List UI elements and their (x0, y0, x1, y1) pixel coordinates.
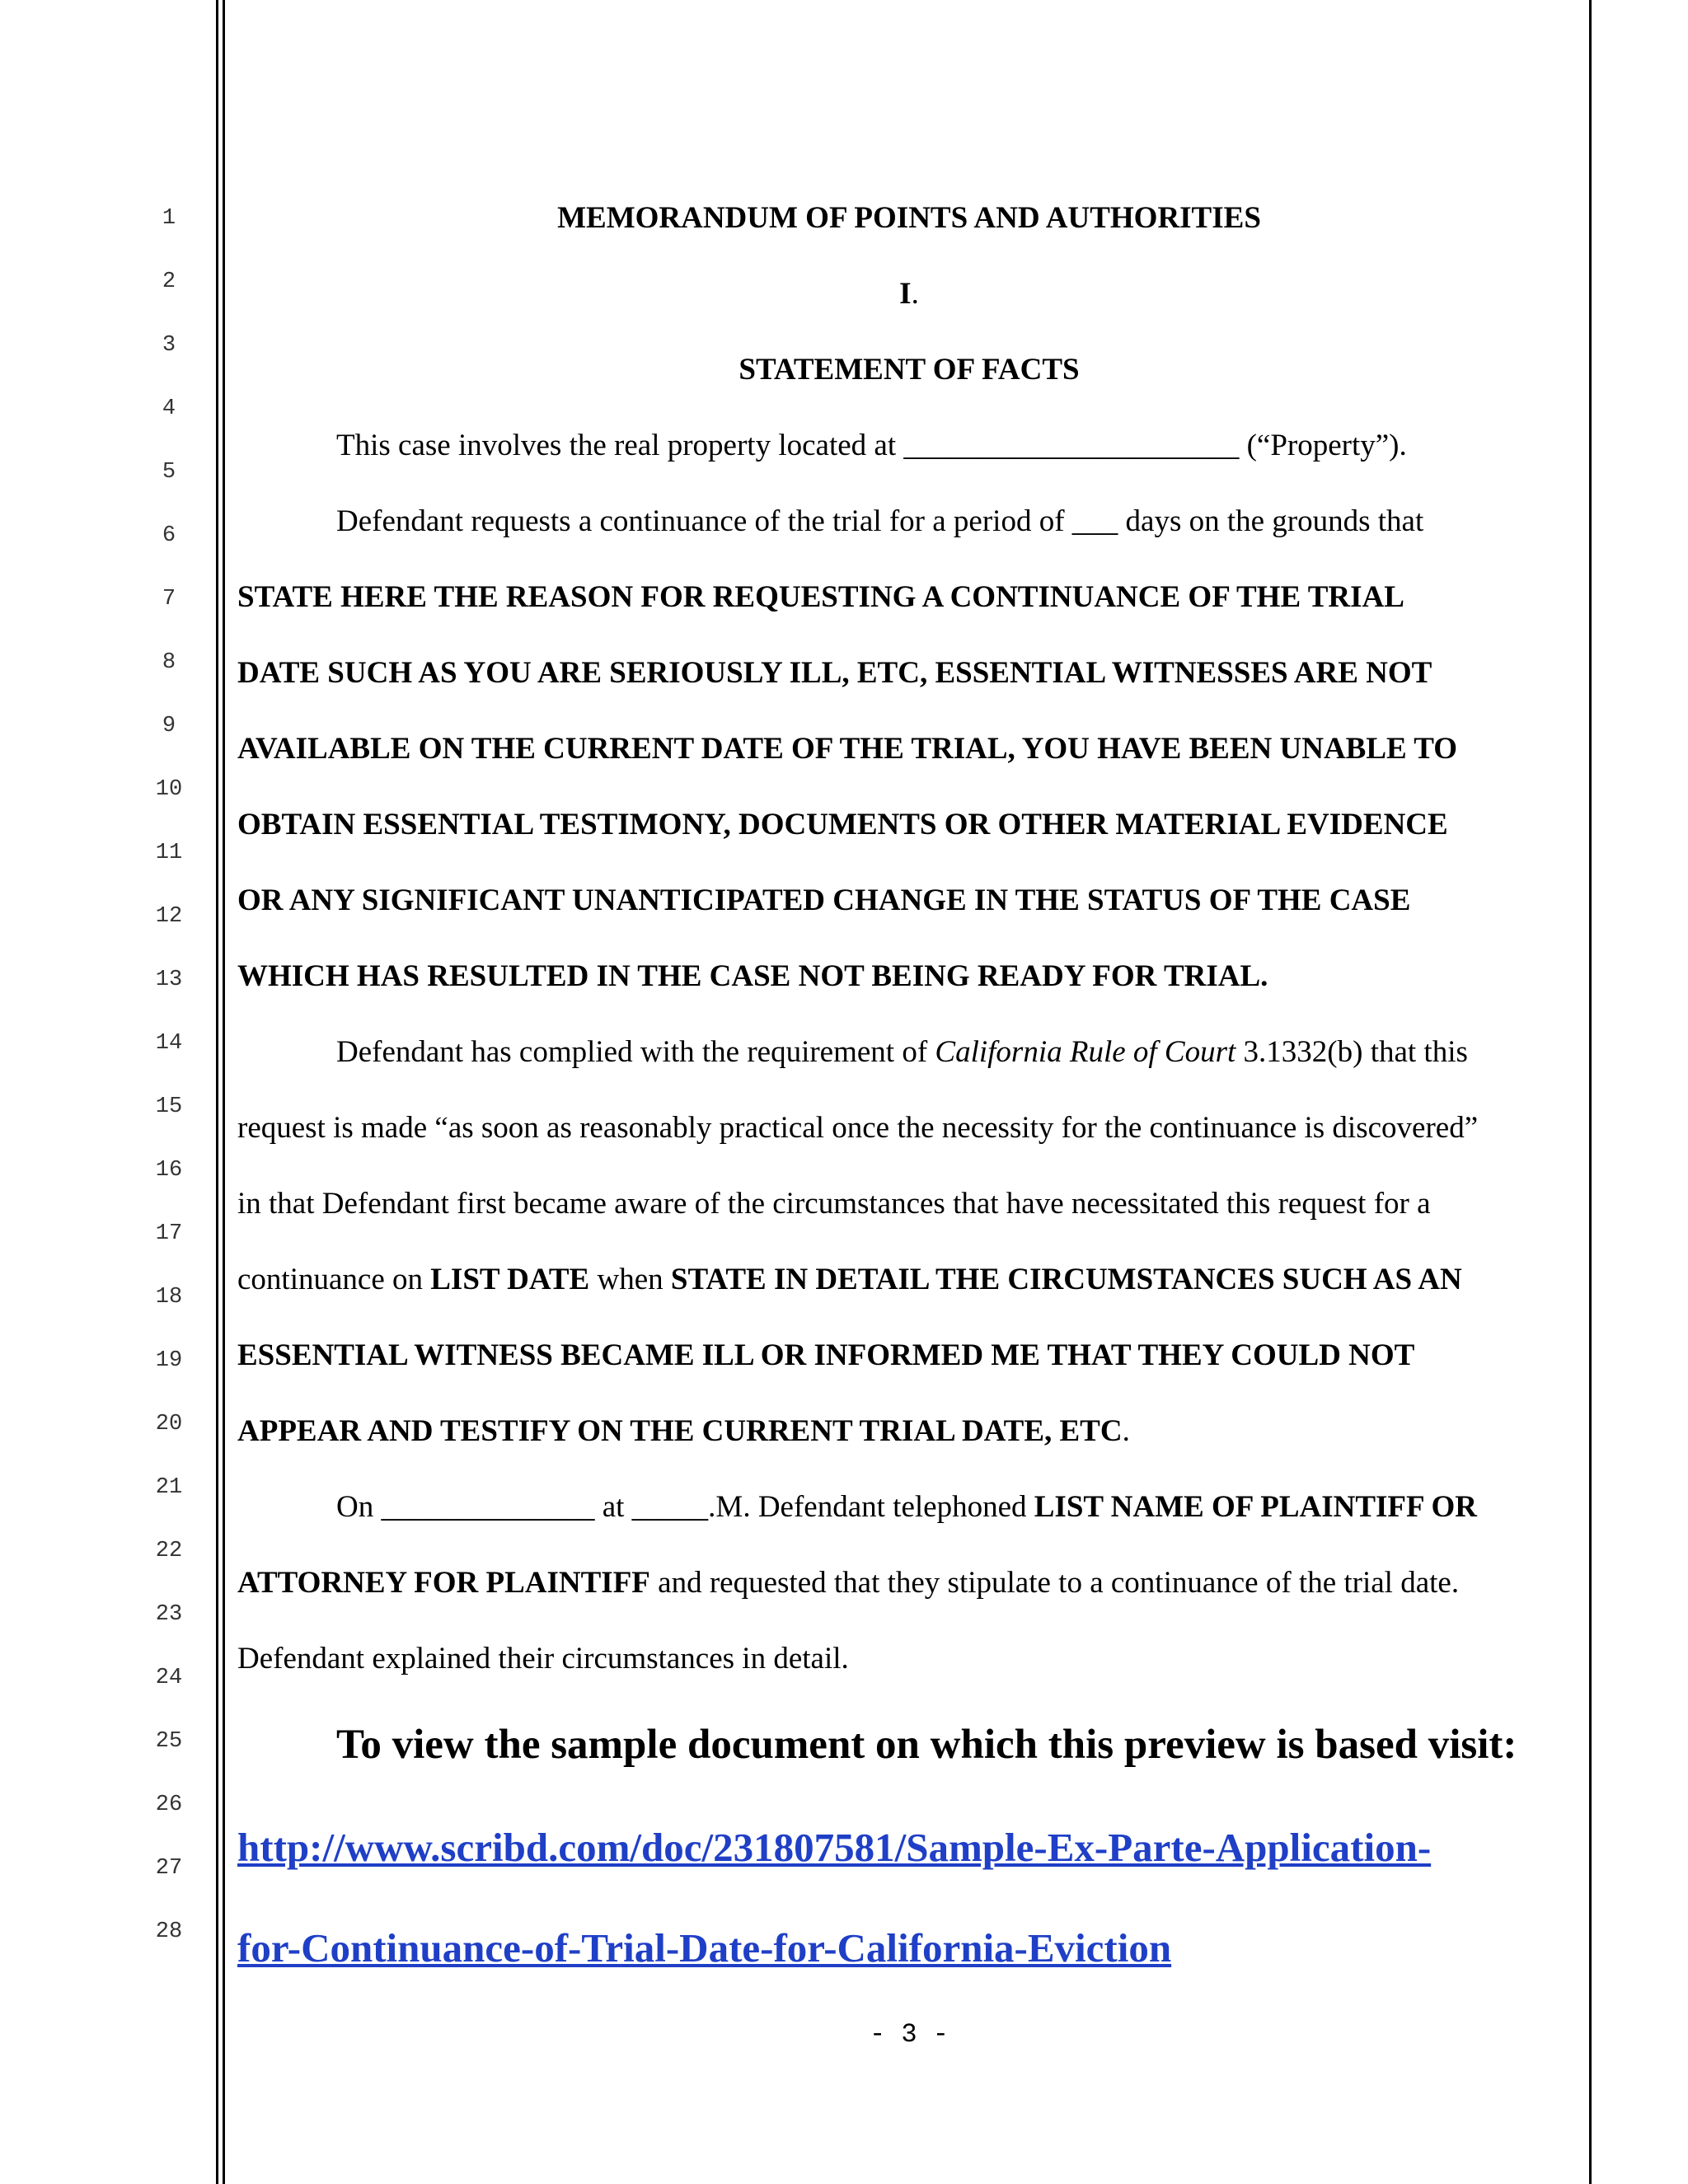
section-number (237, 275, 1581, 313)
placeholder-circumstances: STATE IN DETAIL THE CIRCUMSTANCES SUCH AS AN (670, 1263, 1462, 1296)
paragraph-compliance-line (237, 1261, 1581, 1299)
reason-line: DATE SUCH AS YOU ARE SERIOUSLY ILL, ETC, ESSENTIAL WITNESSES ARE NOT (237, 656, 1432, 690)
paragraph-compliance-line: ESSENTIAL WITNESS BECAME ILL OR INFORMED ME THAT THEY COULD NOT (237, 1338, 1415, 1372)
line-number: 13 (155, 968, 183, 992)
section-title: STATEMENT OF FACTS (738, 353, 1080, 387)
text-segment: . (1122, 1414, 1130, 1448)
reason-line: WHICH HAS RESULTED IN THE CASE NOT BEING READY FOR TRIAL. (237, 959, 1268, 993)
line-number: 7 (162, 587, 176, 612)
left-margin-rule-outer (216, 0, 218, 2184)
section-number-period: . (911, 277, 919, 311)
rule-citation: California Rule of Court (935, 1035, 1236, 1069)
line-number: 11 (155, 841, 183, 865)
line-number: 8 (162, 650, 176, 675)
sample-document-link-continued[interactable]: for-Continuance-of-Trial-Date-for-California-Eviction (237, 1925, 1172, 1971)
paragraph-telephone-line (336, 1488, 1581, 1526)
line-number: 26 (155, 1793, 183, 1817)
line-number: 21 (155, 1475, 183, 1500)
placeholder-circumstances: APPEAR AND TESTIFY ON THE CURRENT TRIAL DATE, ETC (237, 1414, 1123, 1448)
line-number: 1 (162, 206, 176, 231)
text-segment: and requested that they stipulate to a continuance of the trial date. (649, 1566, 1460, 1600)
paragraph-telephone-line: Defendant explained their circumstances in detail. (237, 1642, 849, 1675)
section-number-numeral: I (899, 277, 912, 311)
line-number: 25 (155, 1729, 183, 1754)
text-segment: continuance on (237, 1263, 431, 1296)
line-number: 4 (162, 396, 176, 421)
reason-line: OBTAIN ESSENTIAL TESTIMONY, DOCUMENTS OR OTHER MATERIAL EVIDENCE (237, 808, 1448, 841)
sample-document-link[interactable]: http://www.scribd.com/doc/231807581/Sample-Ex-Parte-Application- (237, 1825, 1432, 1870)
text-segment: On ______________ at _____.M. Defendant telephoned (336, 1490, 1034, 1524)
placeholder-plaintiff-attorney: ATTORNEY FOR PLAINTIFF (237, 1566, 650, 1600)
page-number: - 3 - (869, 2019, 949, 2050)
paragraph-compliance-line (237, 1413, 1581, 1451)
placeholder-list-date: LIST DATE (430, 1263, 590, 1296)
line-number: 19 (155, 1348, 183, 1373)
paragraph-compliance-line: in that Defendant first became aware of the circumstances that have necessitated this request for a (237, 1187, 1431, 1221)
paragraph-telephone-line (237, 1564, 1581, 1602)
reason-line: OR ANY SIGNIFICANT UNANTICIPATED CHANGE IN THE STATUS OF THE CASE (237, 883, 1411, 917)
line-number: 17 (155, 1221, 183, 1246)
memorandum-title: MEMORANDUM OF POINTS AND AUTHORITIES (557, 201, 1261, 235)
right-margin-rule (1589, 0, 1592, 2184)
line-number: 12 (155, 904, 183, 929)
reason-line: STATE HERE THE REASON FOR REQUESTING A CONTINUANCE OF THE TRIAL (237, 580, 1404, 614)
paragraph-compliance-line: request is made “as soon as reasonably practical once the necessity for the continuance is discovered” (237, 1111, 1479, 1145)
line-number: 15 (155, 1094, 183, 1119)
text-segment: Defendant has complied with the requirement of (336, 1035, 935, 1069)
line-number: 24 (155, 1666, 183, 1690)
reason-line: AVAILABLE ON THE CURRENT DATE OF THE TRIAL, YOU HAVE BEEN UNABLE TO (237, 732, 1458, 766)
line-number: 9 (162, 714, 176, 738)
line-number: 23 (155, 1602, 183, 1627)
paragraph-property: This case involves the real property located at ______________________ (“Property”). (336, 429, 1407, 462)
line-number: 18 (155, 1285, 183, 1310)
line-number: 20 (155, 1412, 183, 1436)
line-number: 14 (155, 1031, 183, 1056)
line-number: 27 (155, 1856, 183, 1881)
line-number: 6 (162, 523, 176, 548)
line-number: 2 (162, 269, 176, 294)
line-number: 22 (155, 1539, 183, 1563)
line-number: 16 (155, 1158, 183, 1183)
text-segment: 3.1332(b) that this (1236, 1035, 1468, 1069)
placeholder-plaintiff-name: LIST NAME OF PLAINTIFF OR (1034, 1490, 1477, 1524)
paragraph-continuance-intro: Defendant requests a continuance of the trial for a period of ___ days on the grounds that (336, 504, 1424, 538)
line-number: 28 (155, 1919, 183, 1944)
left-margin-rule-inner (223, 0, 225, 2184)
preview-notice: To view the sample document on which this preview is based visit: (336, 1722, 1517, 1768)
line-number: 3 (162, 333, 176, 358)
line-number: 5 (162, 460, 176, 485)
text-segment: when (589, 1263, 671, 1296)
line-number: 10 (155, 777, 183, 802)
paragraph-compliance-line (336, 1033, 1581, 1071)
